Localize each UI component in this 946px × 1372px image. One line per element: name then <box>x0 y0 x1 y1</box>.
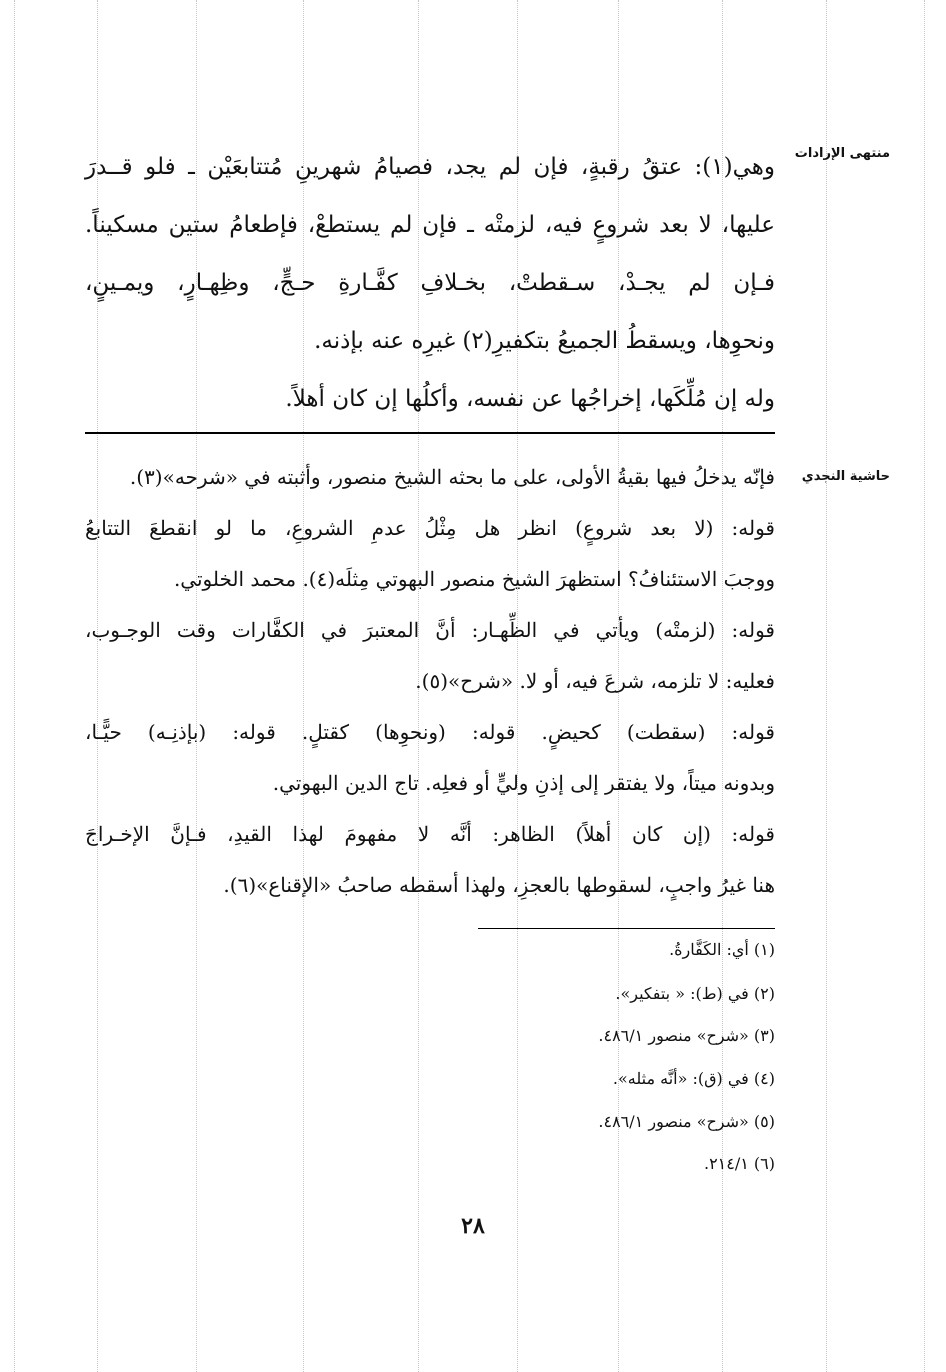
commentary-label: حاشية النجدي <box>801 469 890 484</box>
commentary-line: قوله: (إن كان أهلاً) الظاهر: أنَّه لا مفهومَ لهذا القيدِ، فـإنَّ الإخـراجَ <box>85 822 775 846</box>
footnote: (١) أي: الكَفَّارةُ. <box>669 940 775 959</box>
commentary-line: هنا غيرُ واجبٍ، لسقوطها بالعجزِ، ولهذا أسقطه صاحبُ «الإقناع»(٦). <box>223 873 775 897</box>
running-header: منتهى الإرادات <box>794 146 890 161</box>
scan-guide <box>924 0 925 1372</box>
main-line: عليها، لا بعد شروعٍ فيه، لزمتْه ـ فإن لم يستطعْ، فإطعامُ ستين مسكيناً. <box>85 212 775 238</box>
main-line: ونحوِها، ويسقطُ الجميعُ بتكفيرِ(٢) غيرِه عنه بإذنه. <box>314 328 775 354</box>
commentary-text <box>85 452 775 911</box>
commentary-line: فعليه: لا تلزمه، شرعَ فيه، أو لا. «شرح»(٥). <box>415 669 775 693</box>
footnote: (٤) في (ق): «أنَّه مثله». <box>612 1069 775 1088</box>
commentary-line: وبدونه ميتاً، ولا يفتقر إلى إذنِ وليٍّ أو فعلِه. تاج الدين البهوتي. <box>272 771 775 795</box>
section-divider <box>85 432 775 434</box>
footnote: (٣) «شرح» منصور ٤٨٦/١. <box>598 1026 775 1045</box>
commentary-line: قوله: (لزمتْه) ويأتي في الظِّهـار: أنَّ المعتبرَ في الكفَّارات وقت الوجـوب، <box>85 618 775 642</box>
commentary-line: فإنّه يدخلُ فيها بقيةُ الأولى، على ما بحثه الشيخ منصور، وأثبته في «شرحه»(٣). <box>129 465 775 489</box>
main-text <box>85 138 775 428</box>
main-line: فـإن لم يجـدْ، سـقطتْ، بخـلافِ كفَّـارةِ حـجٍّ، وظِهـارٍ، ويمـينٍ، <box>85 270 775 296</box>
footnote-divider <box>478 928 775 929</box>
scan-guide <box>14 0 15 1372</box>
commentary-line: قوله: (لا بعد شروعٍ) انظر هل مِثْلُ عدمِ الشروعِ، ما لو انقطعَ التتابعُ <box>85 516 775 540</box>
footnote: (٢) في (ط): « بتفكير». <box>615 984 775 1003</box>
footnote: (٦) ٢١٤/١. <box>703 1154 775 1173</box>
main-line: وله إن مُلِّكَها، إخراجُها عن نفسه، وأكلُها إن كان أهلاً. <box>285 386 775 412</box>
page-number: ٢٨ <box>461 1213 485 1239</box>
commentary-line: قوله: (سقطت) كحيضٍ. قوله: (ونحوِها) كقتلٍ. قوله: (بإذنِـه) حيًّـا، <box>85 720 775 744</box>
commentary-line: ووجبَ الاستئنافُ؟ استظهرَ الشيخ منصور البهوتي مِثلَه(٤). محمد الخلوتي. <box>173 567 775 591</box>
main-line: وهي(١): عتقُ رقبةٍ، فإن لم يجد، فصيامُ شهرينِ مُتتابعَيْن ـ فلو قــدرَ <box>85 154 775 180</box>
scan-guide <box>826 0 827 1372</box>
footnote: (٥) «شرح» منصور ٤٨٦/١. <box>598 1112 775 1131</box>
